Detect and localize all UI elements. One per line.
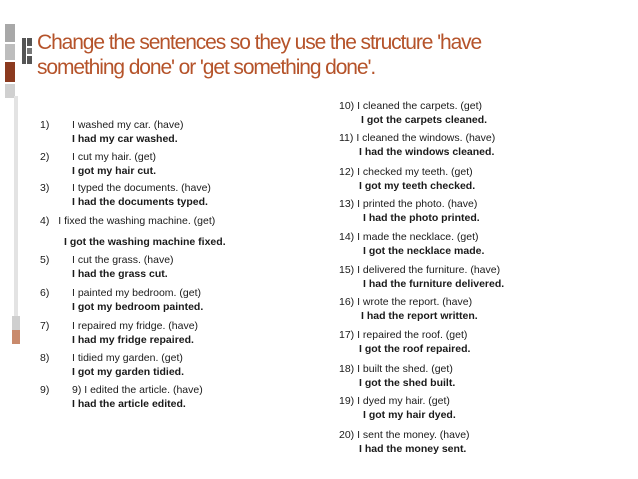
presentation-icon: [22, 38, 32, 64]
item-answer: I had the article edited.: [72, 398, 186, 410]
item-answer: I got my teeth checked.: [359, 180, 476, 192]
exercise-item-7: [40, 319, 198, 347]
item-question: 13) I printed the photo. (have): [339, 198, 478, 210]
exercise-item-3: [40, 181, 211, 209]
item-answer: I got the carpets cleaned.: [361, 114, 488, 126]
item-question: I washed my car. (have): [72, 119, 184, 131]
exercise-item-6: [40, 286, 203, 314]
exercise-item-4: [40, 214, 226, 249]
page-title: [37, 30, 617, 80]
item-question: 12) I checked my teeth. (get): [339, 166, 473, 178]
item-answer: I got my bedroom painted.: [72, 301, 204, 313]
item-question: I repaired my fridge. (have): [72, 320, 199, 332]
exercise-item-14: [339, 230, 484, 258]
item-question: I typed the documents. (have): [72, 182, 211, 194]
decorative-bar-gray: [5, 24, 15, 42]
item-answer: I had the report written.: [361, 310, 478, 322]
item-answer: I had the windows cleaned.: [359, 146, 495, 158]
exercise-item-13: [339, 197, 480, 225]
decorative-bar-gray-2: [5, 44, 15, 60]
item-question: 9) I edited the article. (have): [72, 384, 203, 396]
item-question: 17) I repaired the roof. (get): [339, 329, 468, 341]
item-number: 2): [40, 151, 50, 163]
item-number: 6): [40, 287, 50, 299]
item-answer: I had the photo printed.: [363, 212, 480, 224]
item-answer: I had the grass cut.: [72, 268, 168, 280]
item-answer: I had the furniture delivered.: [363, 278, 505, 290]
decorative-left-rule: [14, 96, 18, 316]
item-question: 15) I delivered the furniture. (have): [339, 264, 501, 276]
title-line-1: Change the sentences so they use the structure 'have: [37, 31, 482, 54]
exercise-item-5: [40, 253, 174, 281]
exercise-item-10: [339, 99, 487, 127]
item-question: I painted my bedroom. (get): [72, 287, 201, 299]
item-question: 16) I wrote the report. (have): [339, 296, 473, 308]
item-question: I tidied my garden. (get): [72, 352, 183, 364]
item-answer: I had the documents typed.: [72, 196, 208, 208]
exercise-item-11: [339, 131, 495, 159]
item-question: 19) I dyed my hair. (get): [339, 395, 450, 407]
title-line-2: something done' or 'get something done'.: [37, 56, 376, 79]
item-answer: I got the washing machine fixed.: [64, 236, 226, 248]
exercise-item-15: [339, 263, 504, 291]
item-question: 18) I built the shed. (get): [339, 363, 453, 375]
decorative-block-light: [12, 316, 20, 330]
item-answer: I got my garden tidied.: [72, 366, 185, 378]
item-question: I cut my hair. (get): [72, 151, 157, 163]
item-answer: I got my hair cut.: [72, 165, 157, 177]
exercise-item-18: [339, 362, 455, 390]
exercise-item-1: [40, 118, 183, 146]
decorative-block-accent: [12, 330, 20, 344]
exercise-item-17: [339, 328, 470, 356]
exercise-item-19: [339, 394, 456, 422]
item-number: 9): [40, 384, 50, 396]
exercise-item-2: [40, 150, 156, 178]
item-question: 20) I sent the money. (have): [339, 429, 470, 441]
item-question: 11) I cleaned the windows. (have): [339, 132, 496, 144]
item-number: 4): [40, 215, 50, 227]
item-answer: I had my fridge repaired.: [72, 334, 194, 346]
exercise-item-20: [339, 428, 470, 456]
item-question: I cut the grass. (have): [72, 254, 174, 266]
exercise-item-12: [339, 165, 475, 193]
item-number: 7): [40, 320, 50, 332]
item-answer: I had the money sent.: [359, 443, 467, 455]
exercise-item-16: [339, 295, 478, 323]
item-answer: I got my hair dyed.: [363, 409, 456, 421]
item-answer: I got the shed built.: [359, 377, 456, 389]
item-number: 3): [40, 182, 50, 194]
exercise-item-9: [40, 383, 203, 411]
item-answer: I got the necklace made.: [363, 245, 485, 257]
item-question: 10) I cleaned the carpets. (get): [339, 100, 482, 112]
item-number: 8): [40, 352, 50, 364]
item-question: I fixed the washing machine. (get): [58, 215, 216, 227]
item-answer: I had my car washed.: [72, 133, 178, 145]
item-answer: I got the roof repaired.: [359, 343, 471, 355]
exercise-item-8: [40, 351, 184, 379]
item-number: 1): [40, 119, 50, 131]
item-question: 14) I made the necklace. (get): [339, 231, 479, 243]
decorative-bar-dark: [5, 62, 15, 82]
item-number: 5): [40, 254, 50, 266]
